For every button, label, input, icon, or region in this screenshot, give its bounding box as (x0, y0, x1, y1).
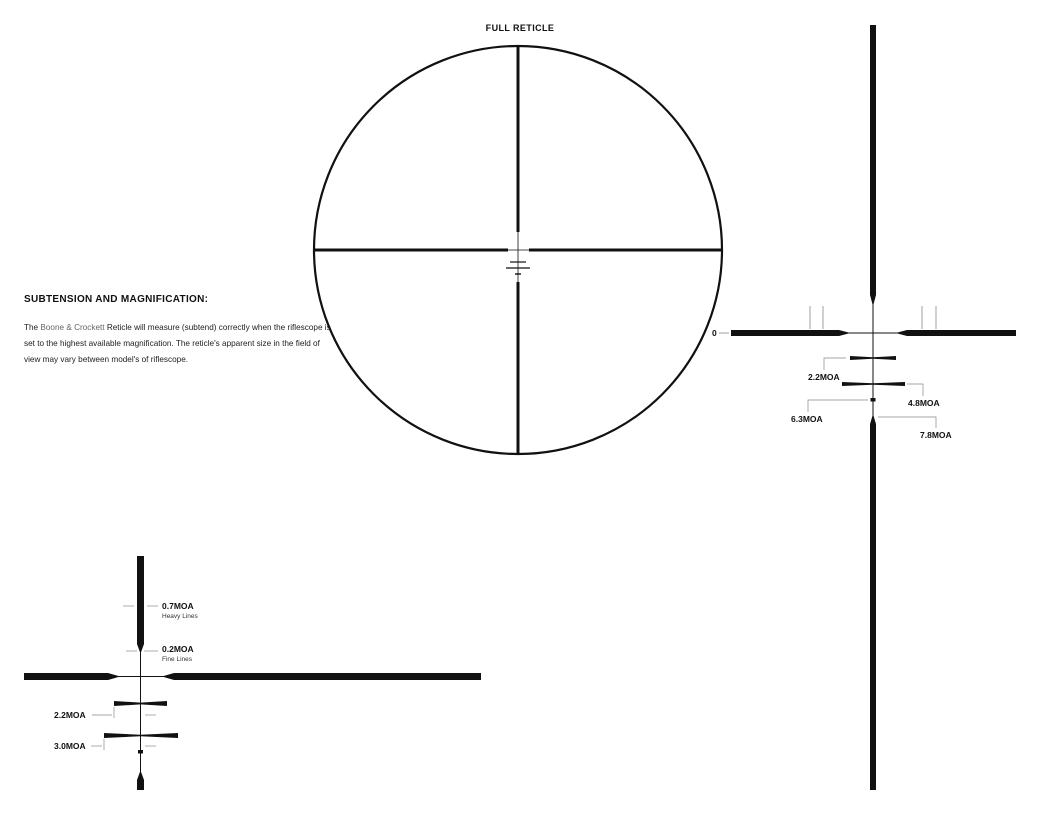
right-left-taper (839, 330, 848, 336)
label-3-0moa-bottom: 3.0MOA (54, 741, 86, 751)
full-reticle-diagram (314, 46, 723, 454)
label-6-3moa: 6.3MOA (791, 414, 823, 424)
bottom-left-bar (24, 673, 108, 680)
label-0-7moa: 0.7MOA (162, 601, 194, 611)
right-bottom-post (870, 424, 876, 790)
brand-name: Boone & Crockett (40, 323, 105, 332)
bottom-top-post (137, 556, 144, 644)
bottom-right-taper (164, 673, 174, 680)
label-2-2moa-bottom: 2.2MOA (54, 710, 86, 720)
subtension-text-pre: The (24, 323, 41, 332)
label-4-8moa: 4.8MOA (908, 398, 940, 408)
bottom-detail-diagram (24, 556, 481, 790)
subtension-heading: SUBTENSION AND MAGNIFICATION: (24, 294, 209, 305)
bottom-post (517, 282, 520, 454)
right-hash-3 (871, 398, 876, 402)
leader-d (878, 417, 936, 428)
leader-a (824, 358, 846, 370)
bottom-bottom-taper (137, 772, 144, 780)
bottom-top-taper (137, 644, 144, 652)
leader-b (907, 384, 923, 396)
bottom-bottom-post (137, 780, 144, 790)
zero-label: 0 (712, 328, 717, 338)
bottom-right-bar (174, 673, 481, 680)
right-detail-diagram (712, 25, 1016, 790)
right-top-post (870, 25, 876, 295)
right-left-bar (731, 330, 839, 336)
right-post (529, 249, 723, 252)
right-right-bar (907, 330, 1016, 336)
bottom-hash-3 (138, 750, 143, 754)
bottom-left-taper (108, 673, 118, 680)
right-bottom-taper (870, 416, 876, 424)
top-post (517, 46, 520, 232)
left-post (314, 249, 508, 252)
label-0-2moa: 0.2MOA (162, 644, 194, 654)
leader-c (808, 400, 868, 412)
label-fine-lines: Fine Lines (162, 656, 192, 663)
label-heavy-lines: Heavy Lines (162, 613, 198, 620)
full-reticle-title: FULL RETICLE (485, 23, 555, 33)
right-top-taper (870, 295, 876, 304)
right-right-taper (898, 330, 907, 336)
label-7-8moa: 7.8MOA (920, 430, 952, 440)
subtension-text-post: Reticle will measure (subtend) correctly when the riflescope is set to the highest available magnification. The reticle's apparent size in the field of view may vary between model's of riflescope. (24, 323, 331, 364)
label-2-2moa: 2.2MOA (808, 372, 840, 382)
